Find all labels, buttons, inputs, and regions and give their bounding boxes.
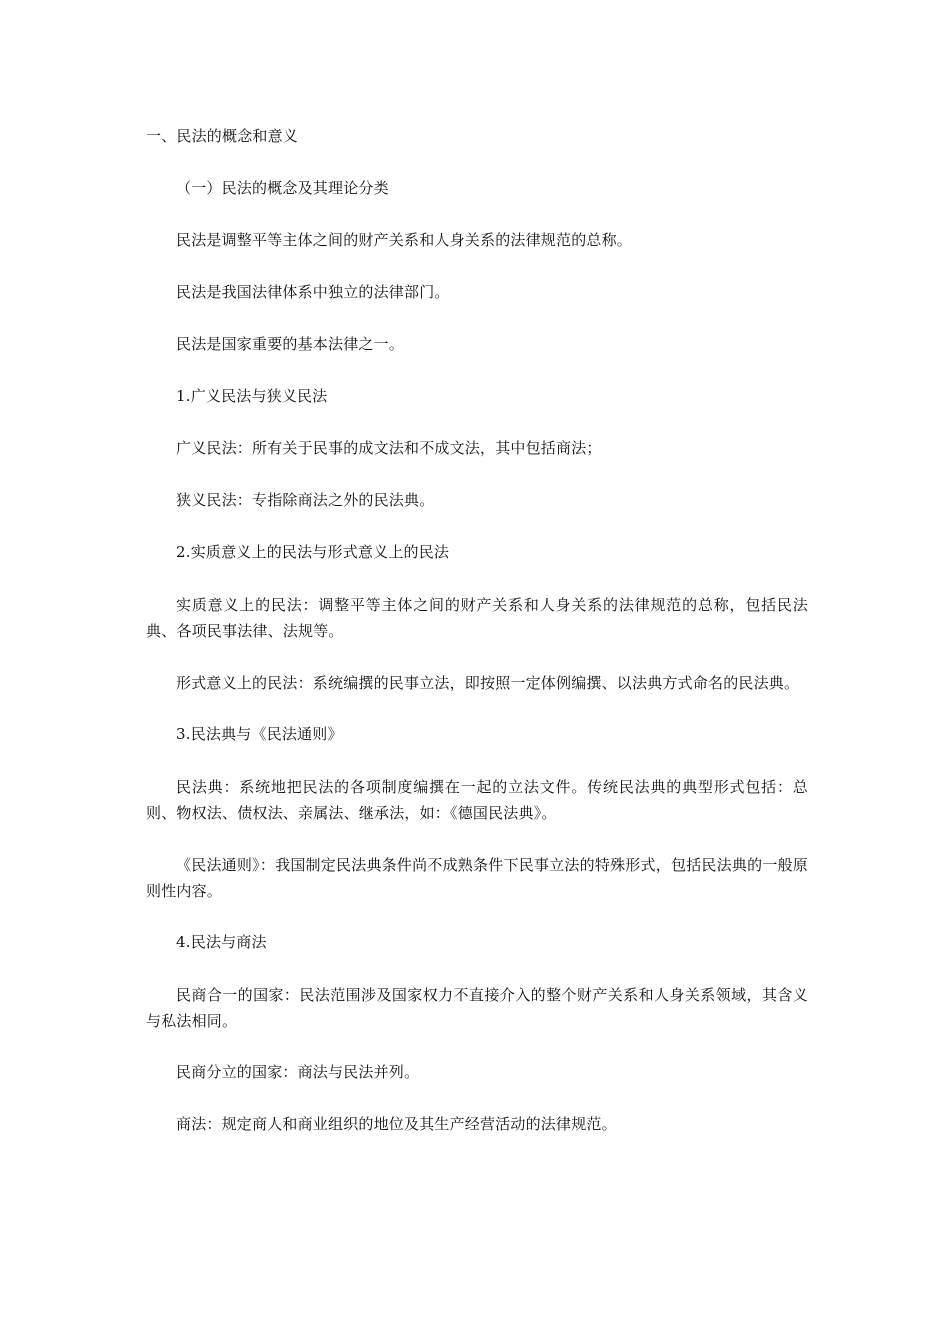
paragraph: 商法：规定商人和商业组织的地位及其生产经营活动的法律规范。	[176, 1115, 617, 1133]
paragraph: 民法典：系统地把民法的各项制度编撰在一起的立法文件。传统民法典的典型形式包括：总则、物权法、债权法、亲属法、继承法，如：《德国民法典》。	[146, 778, 808, 822]
paragraph: 民商合一的国家：民法范围涉及国家权力不直接介入的整个财产关系和人身关系领域，其含义与私法相同。	[146, 986, 808, 1030]
paragraph: 民法是国家重要的基本法律之一。	[176, 335, 405, 353]
numbered-heading: 4.民法与商法	[176, 933, 267, 951]
paragraph: 形式意义上的民法：系统编撰的民事立法，即按照一定体例编撰、以法典方式命名的民法典。	[176, 674, 800, 692]
subsection-heading: （一）民法的概念及其理论分类	[176, 179, 389, 197]
paragraph: 民商分立的国家：商法与民法并列。	[176, 1063, 420, 1081]
paragraph: 狭义民法：专指除商法之外的民法典。	[176, 491, 435, 509]
paragraph: 实质意义上的民法：调整平等主体之间的财产关系和人身关系的法律规范的总称，包括民法典、各项民事法律、法规等。	[146, 596, 808, 640]
numbered-heading: 2.实质意义上的民法与形式意义上的民法	[176, 543, 450, 561]
section-heading: 一、民法的概念和意义	[146, 127, 299, 145]
numbered-heading: 1.广义民法与狭义民法	[176, 387, 328, 405]
paragraph: 民法是我国法律体系中独立的法律部门。	[176, 283, 450, 301]
paragraph: 《民法通则》：我国制定民法典条件尚不成熟条件下民事立法的特殊形式，包括民法典的一般原则性内容。	[146, 856, 808, 900]
paragraph: 广义民法：所有关于民事的成文法和不成文法，其中包括商法；	[176, 439, 602, 457]
numbered-heading: 3.民法典与《民法通则》	[176, 725, 343, 743]
document-page	[146, 124, 808, 1164]
paragraph: 民法是调整平等主体之间的财产关系和人身关系的法律规范的总称。	[176, 231, 633, 249]
